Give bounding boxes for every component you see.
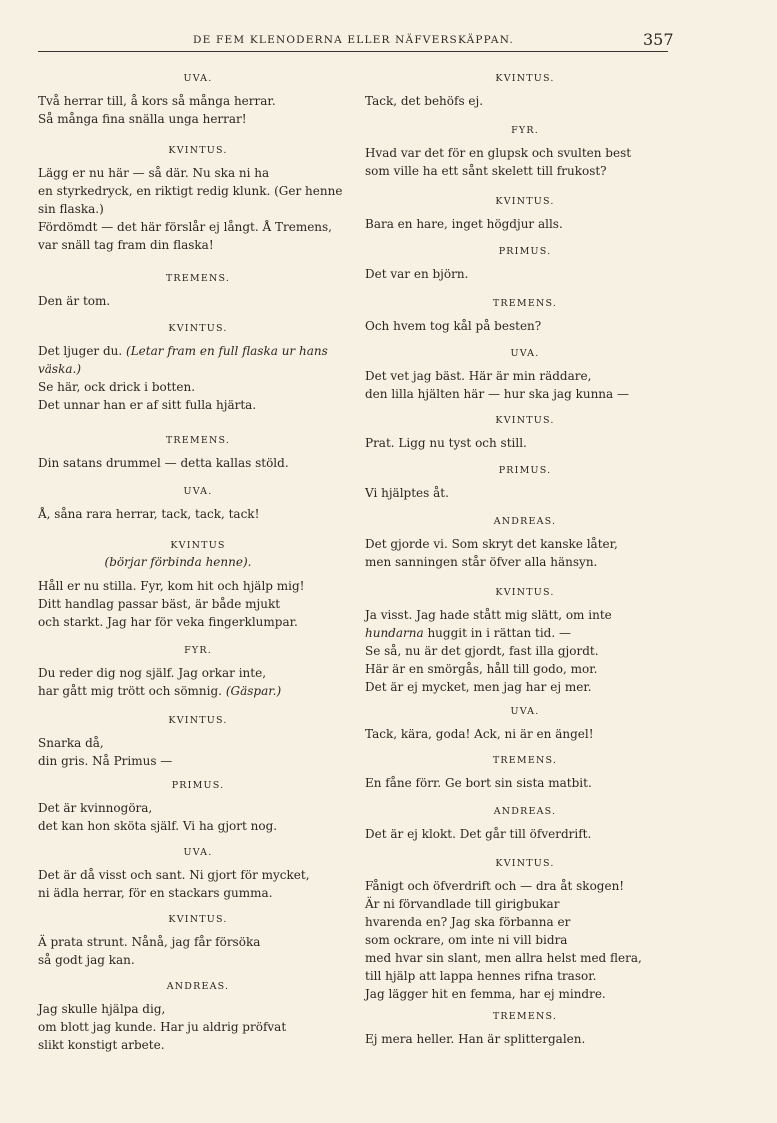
header-title: DE FEM KLENODERNA ELLER NÄFVERSKÄPPAN. bbox=[193, 34, 514, 46]
speaker-name: ANDREAS. bbox=[493, 806, 557, 817]
speaker-name: KVINTUS bbox=[170, 540, 226, 551]
page-number: 357 bbox=[643, 30, 674, 49]
verse-line: hvarenda en? Jag ska förbanna er bbox=[365, 915, 571, 929]
verse-line: Tack, kära, goda! Ack, ni är en ängel! bbox=[365, 727, 594, 741]
verse-line: Prat. Ligg nu tyst och still. bbox=[365, 436, 527, 450]
speaker-name: TREMENS. bbox=[492, 1011, 558, 1022]
verse-line: Två herrar till, å kors så många herrar. bbox=[38, 94, 276, 108]
speaker-name: KVINTUS. bbox=[495, 73, 555, 84]
speech-block bbox=[38, 714, 358, 770]
speech-block bbox=[365, 414, 685, 452]
verse-line: Jag lägger hit en femma, har ej mindre. bbox=[365, 987, 606, 1001]
verse-line: Fördömdt — det här förslår ej långt. Å Tremens, bbox=[38, 220, 332, 234]
verse-line: var snäll tag fram din flaska! bbox=[38, 238, 214, 252]
speaker-name: UVA. bbox=[183, 847, 213, 858]
speaker-name: FYR. bbox=[511, 125, 539, 136]
speaker-name: KVINTUS. bbox=[495, 415, 555, 426]
speech-block bbox=[365, 195, 685, 233]
speaker-name: KVINTUS. bbox=[168, 715, 228, 726]
verse-line: Det är ej klokt. Det går till öfverdrift. bbox=[365, 827, 592, 841]
speaker-name: KVINTUS. bbox=[168, 145, 228, 156]
verse-line: Ej mera heller. Han är splittergalen. bbox=[365, 1032, 586, 1046]
verse-line: Bara en hare, inget högdjur alls. bbox=[365, 217, 563, 231]
verse-line: ni ädla herrar, för en stackars gumma. bbox=[38, 886, 273, 900]
verse-line: slikt konstigt arbete. bbox=[38, 1038, 165, 1052]
verse-line: din gris. Nå Primus — bbox=[38, 754, 173, 768]
speech-block bbox=[38, 644, 358, 700]
speaker-name: PRIMUS. bbox=[498, 465, 552, 476]
verse-line: Se så, nu är det gjordt, fast illa gjordt. bbox=[365, 644, 599, 658]
verse-line: Är ni förvandlade till girigbukar bbox=[365, 897, 560, 911]
verse-line: Håll er nu stilla. Fyr, kom hit och hjälp mig! bbox=[38, 579, 305, 593]
verse-line: Din satans drummel — detta kallas stöld. bbox=[38, 456, 289, 470]
verse-line: hundarna huggit in i rättan tid. — bbox=[365, 626, 571, 640]
speech-block bbox=[365, 1010, 685, 1048]
verse-line: det kan hon sköta själf. Vi ha gjort nog. bbox=[38, 819, 278, 833]
speaker-name: ANDREAS. bbox=[493, 516, 557, 527]
verse-line: Det ljuger du. (Letar fram en full flaska ur hans bbox=[38, 344, 328, 358]
speech-block bbox=[38, 434, 358, 472]
speech-block bbox=[365, 805, 685, 843]
verse-line: om blott jag kunde. Har ju aldrig pröfvat bbox=[38, 1020, 287, 1034]
verse-line: Och hvem tog kål på besten? bbox=[365, 319, 542, 333]
verse-line: Det är kvinnogöra, bbox=[38, 801, 153, 815]
verse-line: med hvar sin slant, men allra helst med flera, bbox=[365, 951, 642, 965]
verse-line: Det är ej mycket, men jag har ej mer. bbox=[365, 680, 592, 694]
speaker-name: KVINTUS. bbox=[168, 323, 228, 334]
speech-block bbox=[365, 754, 685, 792]
speaker-name: KVINTUS. bbox=[168, 914, 228, 925]
speaker-name: UVA. bbox=[510, 348, 540, 359]
verse-line: den lilla hjälten här — hur ska jag kunna — bbox=[365, 387, 630, 401]
speech-block bbox=[38, 846, 358, 902]
speaker-name: TREMENS. bbox=[492, 755, 558, 766]
speaker-name: ANDREAS. bbox=[166, 981, 230, 992]
verse-line: en styrkedryck, en riktigt redig klunk. (Ger henne bbox=[38, 184, 343, 198]
speaker-name: KVINTUS. bbox=[495, 196, 555, 207]
verse-line: Här är en smörgås, håll till godo, mor. bbox=[365, 662, 598, 676]
verse-line: Hvad var det för en glupsk och svulten best bbox=[365, 146, 632, 160]
verse-line: Jag skulle hjälpa dig, bbox=[38, 1002, 166, 1016]
speech-block bbox=[365, 72, 685, 110]
speaker-name: KVINTUS. bbox=[495, 587, 555, 598]
speech-block bbox=[365, 464, 685, 502]
speech-block bbox=[38, 272, 358, 310]
speaker-name: FYR. bbox=[184, 645, 212, 656]
speaker-name: PRIMUS. bbox=[498, 246, 552, 257]
speech-block bbox=[365, 857, 685, 1003]
speaker-name: UVA. bbox=[183, 73, 213, 84]
verse-line: Ditt handlag passar bäst, är både mjukt bbox=[38, 597, 281, 611]
speech-block bbox=[38, 322, 358, 414]
speech-block bbox=[38, 913, 358, 969]
verse-line: Ä prata strunt. Nånå, jag får försöka bbox=[38, 935, 261, 949]
speech-block bbox=[365, 515, 685, 571]
verse-line: och starkt. Jag har för veka fingerklumpar. bbox=[38, 615, 298, 629]
stage-direction: (börjar förbinda henne). bbox=[104, 555, 252, 569]
verse-line: Fånigt och öfverdrift och — dra åt skogen! bbox=[365, 879, 625, 893]
verse-line: som ville ha ett sånt skelett till frukost? bbox=[365, 164, 607, 178]
speech-block bbox=[38, 144, 358, 254]
verse-line: Du reder dig nog själf. Jag orkar inte, bbox=[38, 666, 267, 680]
speech-block bbox=[38, 485, 358, 523]
speech-block bbox=[365, 705, 685, 743]
verse-line: Tack, det behöfs ej. bbox=[365, 94, 484, 108]
speech-block bbox=[38, 72, 358, 128]
verse-line: Å, såna rara herrar, tack, tack, tack! bbox=[38, 507, 260, 521]
speech-block bbox=[365, 245, 685, 283]
speaker-name: TREMENS. bbox=[165, 273, 231, 284]
verse-line: Det vet jag bäst. Här är min räddare, bbox=[365, 369, 592, 383]
speaker-name: TREMENS. bbox=[492, 298, 558, 309]
verse-line: så godt jag kan. bbox=[38, 953, 135, 967]
verse-line: Det är då visst och sant. Ni gjort för mycket, bbox=[38, 868, 310, 882]
verse-line: En fåne förr. Ge bort sin sista matbit. bbox=[365, 776, 592, 790]
verse-line: som ockrare, om inte ni vill bidra bbox=[365, 933, 568, 947]
speaker-name: UVA. bbox=[183, 486, 213, 497]
speech-block bbox=[365, 124, 685, 180]
verse-line: Så många fina snälla unga herrar! bbox=[38, 112, 247, 126]
speech-block bbox=[365, 586, 685, 696]
verse-line: Se här, ock drick i botten. bbox=[38, 380, 196, 394]
speech-block bbox=[38, 539, 358, 631]
verse-line: Det gjorde vi. Som skryt det kanske låter, bbox=[365, 537, 618, 551]
verse-line: Det unnar han er af sitt fulla hjärta. bbox=[38, 398, 257, 412]
verse-line: Det var en björn. bbox=[365, 267, 469, 281]
verse-line: till hjälp att lappa hennes rifna trasor. bbox=[365, 969, 597, 983]
speaker-name: TREMENS. bbox=[165, 435, 231, 446]
verse-line: väska.) bbox=[38, 362, 82, 376]
verse-line: Ja visst. Jag hade stått mig slätt, om inte bbox=[365, 608, 612, 622]
verse-line: Den är tom. bbox=[38, 294, 111, 308]
verse-line: har gått mig trött och sömnig. (Gäspar.) bbox=[38, 684, 282, 698]
verse-line: sin flaska.) bbox=[38, 202, 104, 216]
header-rule bbox=[38, 51, 668, 52]
speaker-name: UVA. bbox=[510, 706, 540, 717]
verse-line: men sanningen står öfver alla hänsyn. bbox=[365, 555, 598, 569]
speaker-name: KVINTUS. bbox=[495, 858, 555, 869]
verse-line: Lägg er nu här — så där. Nu ska ni ha bbox=[38, 166, 270, 180]
speech-block bbox=[365, 347, 685, 403]
speech-block bbox=[38, 779, 358, 835]
verse-line: Vi hjälptes åt. bbox=[365, 486, 449, 500]
speech-block bbox=[38, 980, 358, 1054]
speaker-name: PRIMUS. bbox=[171, 780, 225, 791]
verse-line: Snarka då, bbox=[38, 736, 104, 750]
speech-block bbox=[365, 297, 685, 335]
